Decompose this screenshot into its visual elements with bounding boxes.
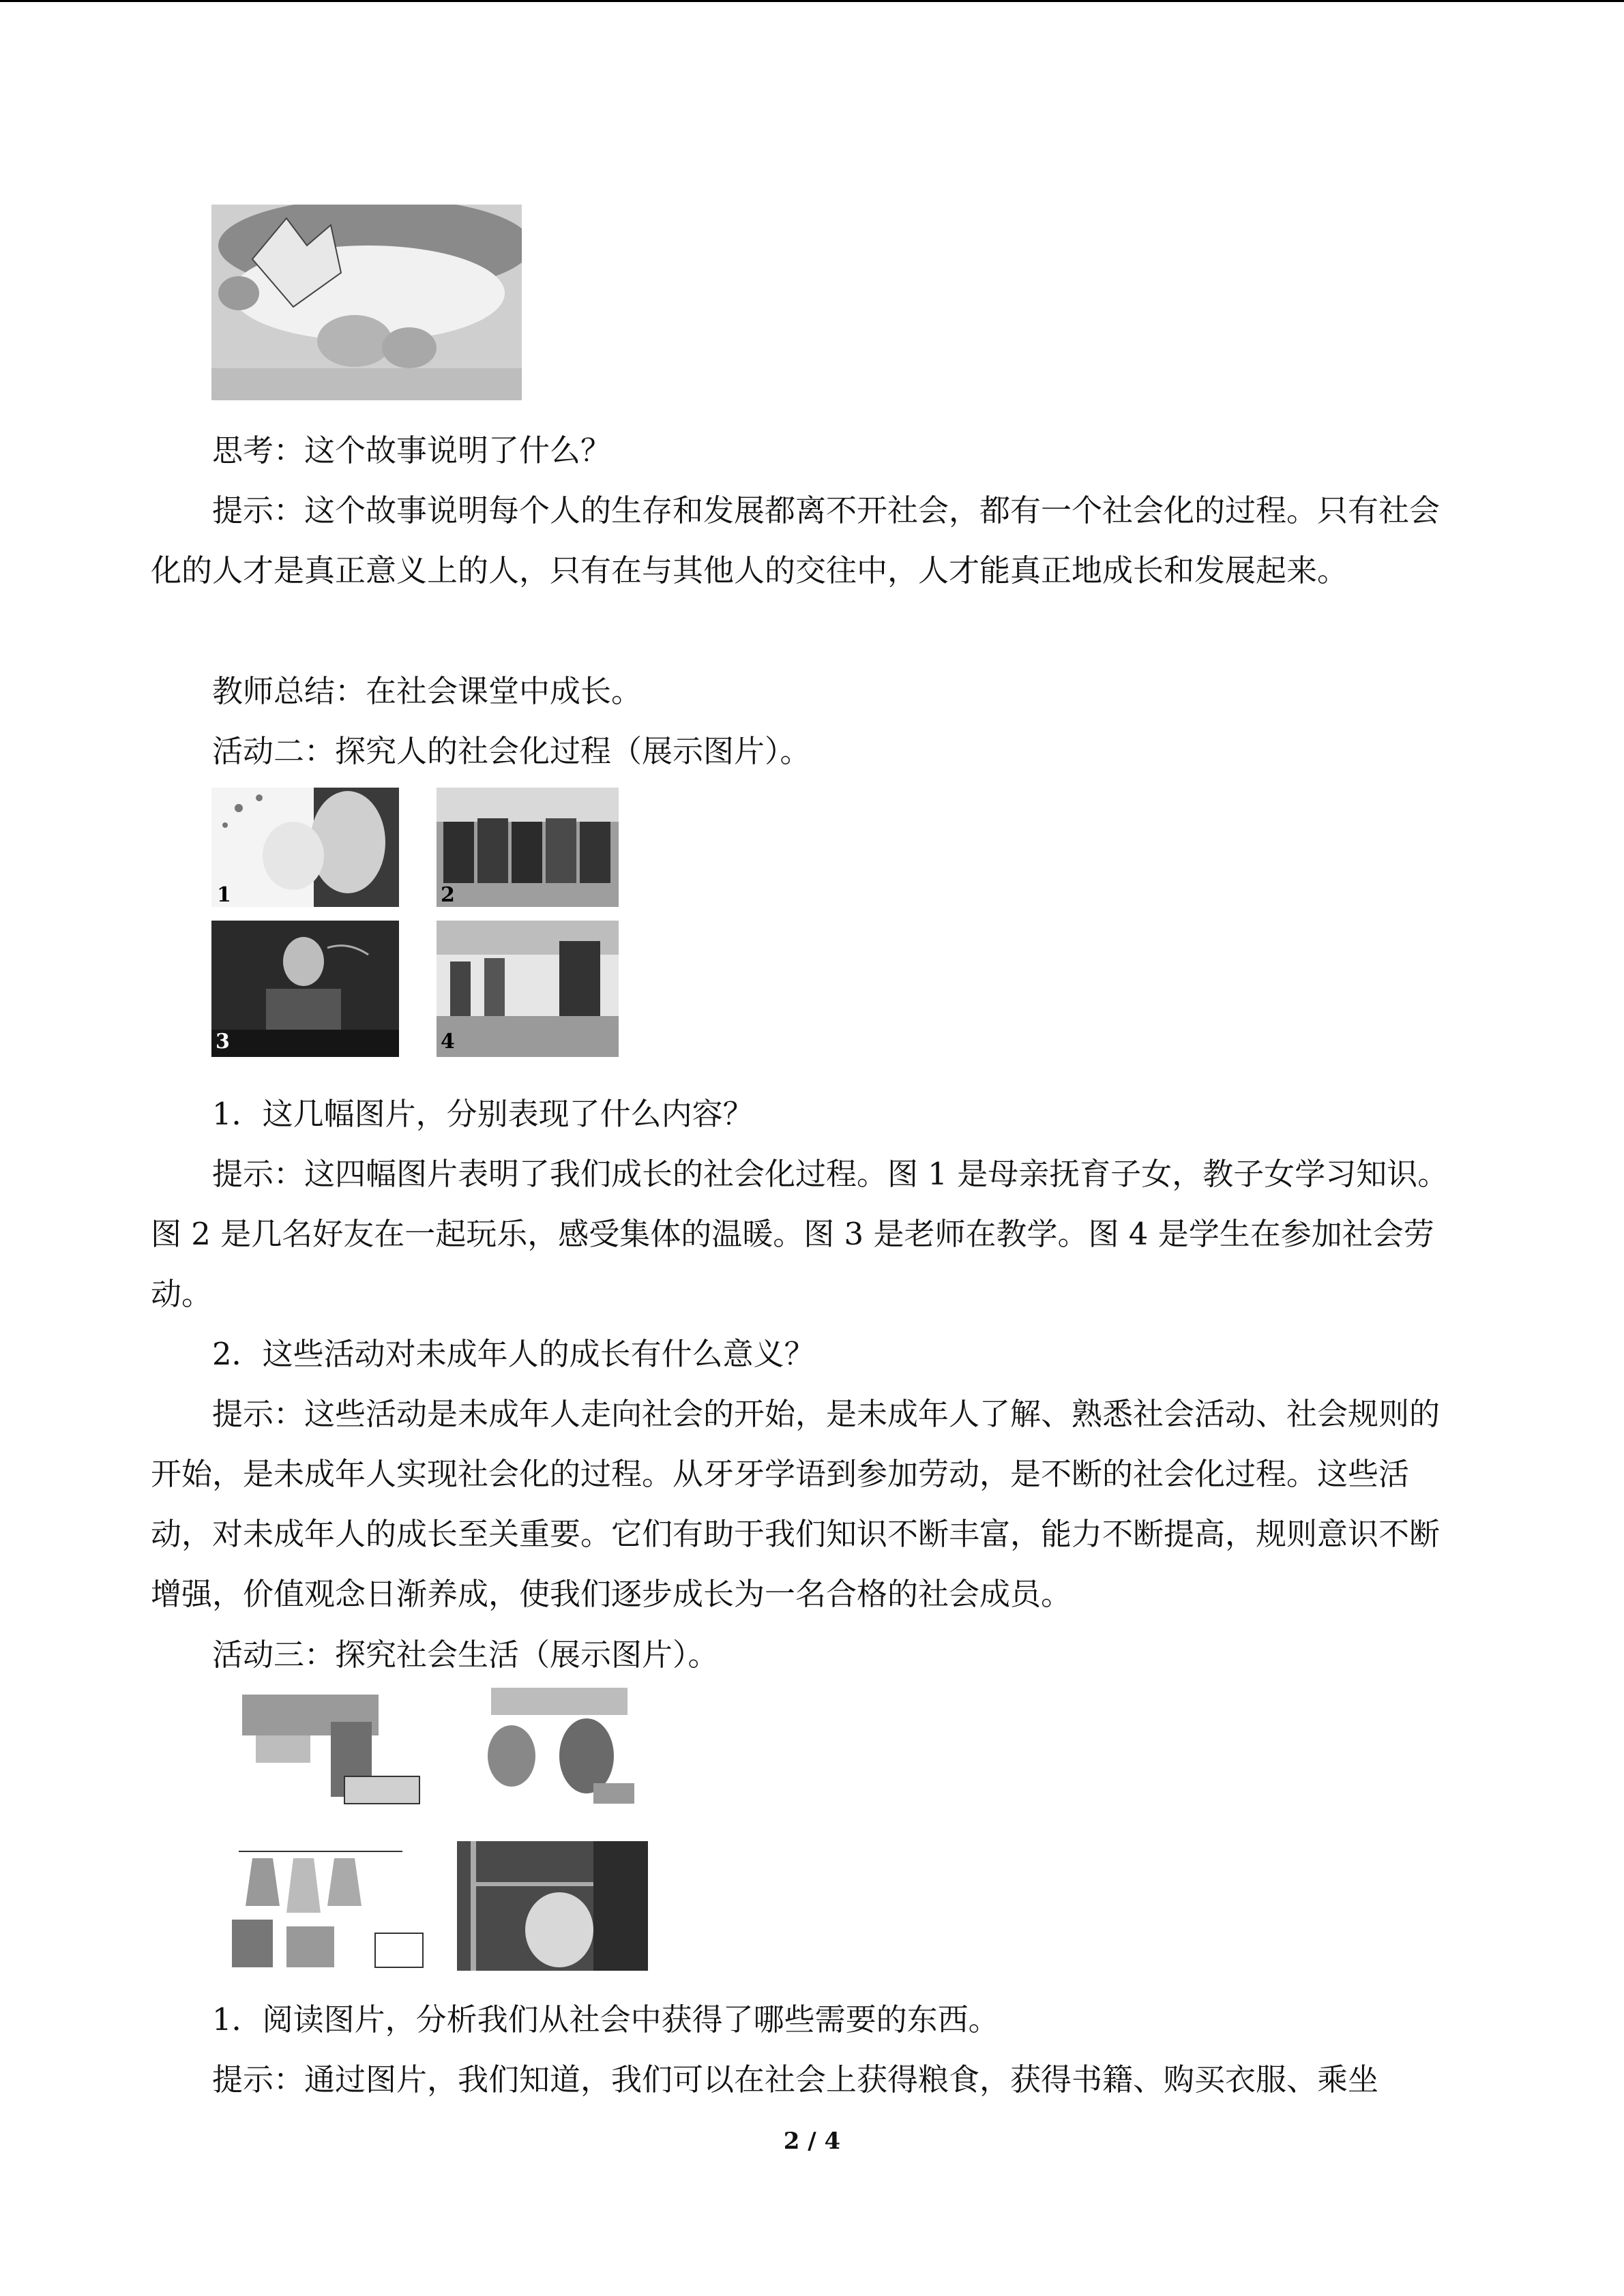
photo-label-3: 3 [216, 1030, 230, 1054]
wolf-child-illustration [211, 205, 522, 400]
think-question: 思考：这个故事说明了什么？ [212, 432, 612, 468]
hint-paragraph-1: 提示：这个故事说明每个人的生存和发展都离不开社会，都有一个社会化的过程。只有社会化的人才是真正意义上的人，只有在与其他人的交往中，人才能真正地成长和发展起来。 [151, 492, 1441, 588]
photo-students-labor [437, 921, 619, 1057]
question-1: 1．这几幅图片，分别表现了什么内容？ [212, 1096, 754, 1132]
illustration-buying-clothes [211, 1831, 433, 1974]
hint-paragraph-3: 提示：这些活动是未成年人走向社会的开始，是未成年人了解、熟悉社会活动、社会规则的开始，是未成年人实现社会化的过程。从牙牙学语到参加劳动，是不断的社会化过程。这些活动，对未成年人的成长至关重要。它们有助于我们知识不断丰富，能力不断提高，规则意识不断增强，价值观念日渐养成，使我们逐步成长为一名合格的社会成员。 [151, 1396, 1441, 1612]
photo-label-4: 4 [441, 1030, 455, 1054]
question-activity-three: 1．阅读图片，分析我们从社会中获得了哪些需要的东西。 [212, 2001, 999, 2038]
teacher-summary: 教师总结：在社会课堂中成长。 [212, 673, 643, 709]
photo-label-2: 2 [441, 883, 455, 907]
hint-paragraph-4: 提示：通过图片，我们知道，我们可以在社会上获得粮食，获得书籍、购买衣服、乘坐 [212, 2061, 1379, 2098]
top-border-line [0, 0, 1624, 2]
question-2: 2．这些活动对未成年人的成长有什么意义？ [212, 1336, 815, 1372]
photo-child-on-bus [457, 1841, 648, 1971]
photo-mother-baby [211, 788, 399, 907]
photo-label-1: 1 [217, 883, 231, 907]
illustration-reading-books [464, 1681, 648, 1810]
activity-three-heading: 活动三：探究社会生活（展示图片）。 [212, 1637, 719, 1673]
photo-teacher-classroom [211, 921, 399, 1057]
activity-two-heading: 活动二：探究人的社会化过程（展示图片）。 [212, 733, 811, 769]
page-number: 2 / 4 [783, 2128, 841, 2155]
illustration-farming-food [242, 1681, 433, 1810]
photo-friends-group [437, 788, 619, 907]
hint-paragraph-2: 提示：这四幅图片表明了我们成长的社会化过程。图 1 是母亲抚育子女，教子女学习知识。图 2 是几名好友在一起玩乐，感受集体的温暖。图 3 是老师在教学。图 4 是学生在参加社会劳动。 [151, 1156, 1449, 1312]
